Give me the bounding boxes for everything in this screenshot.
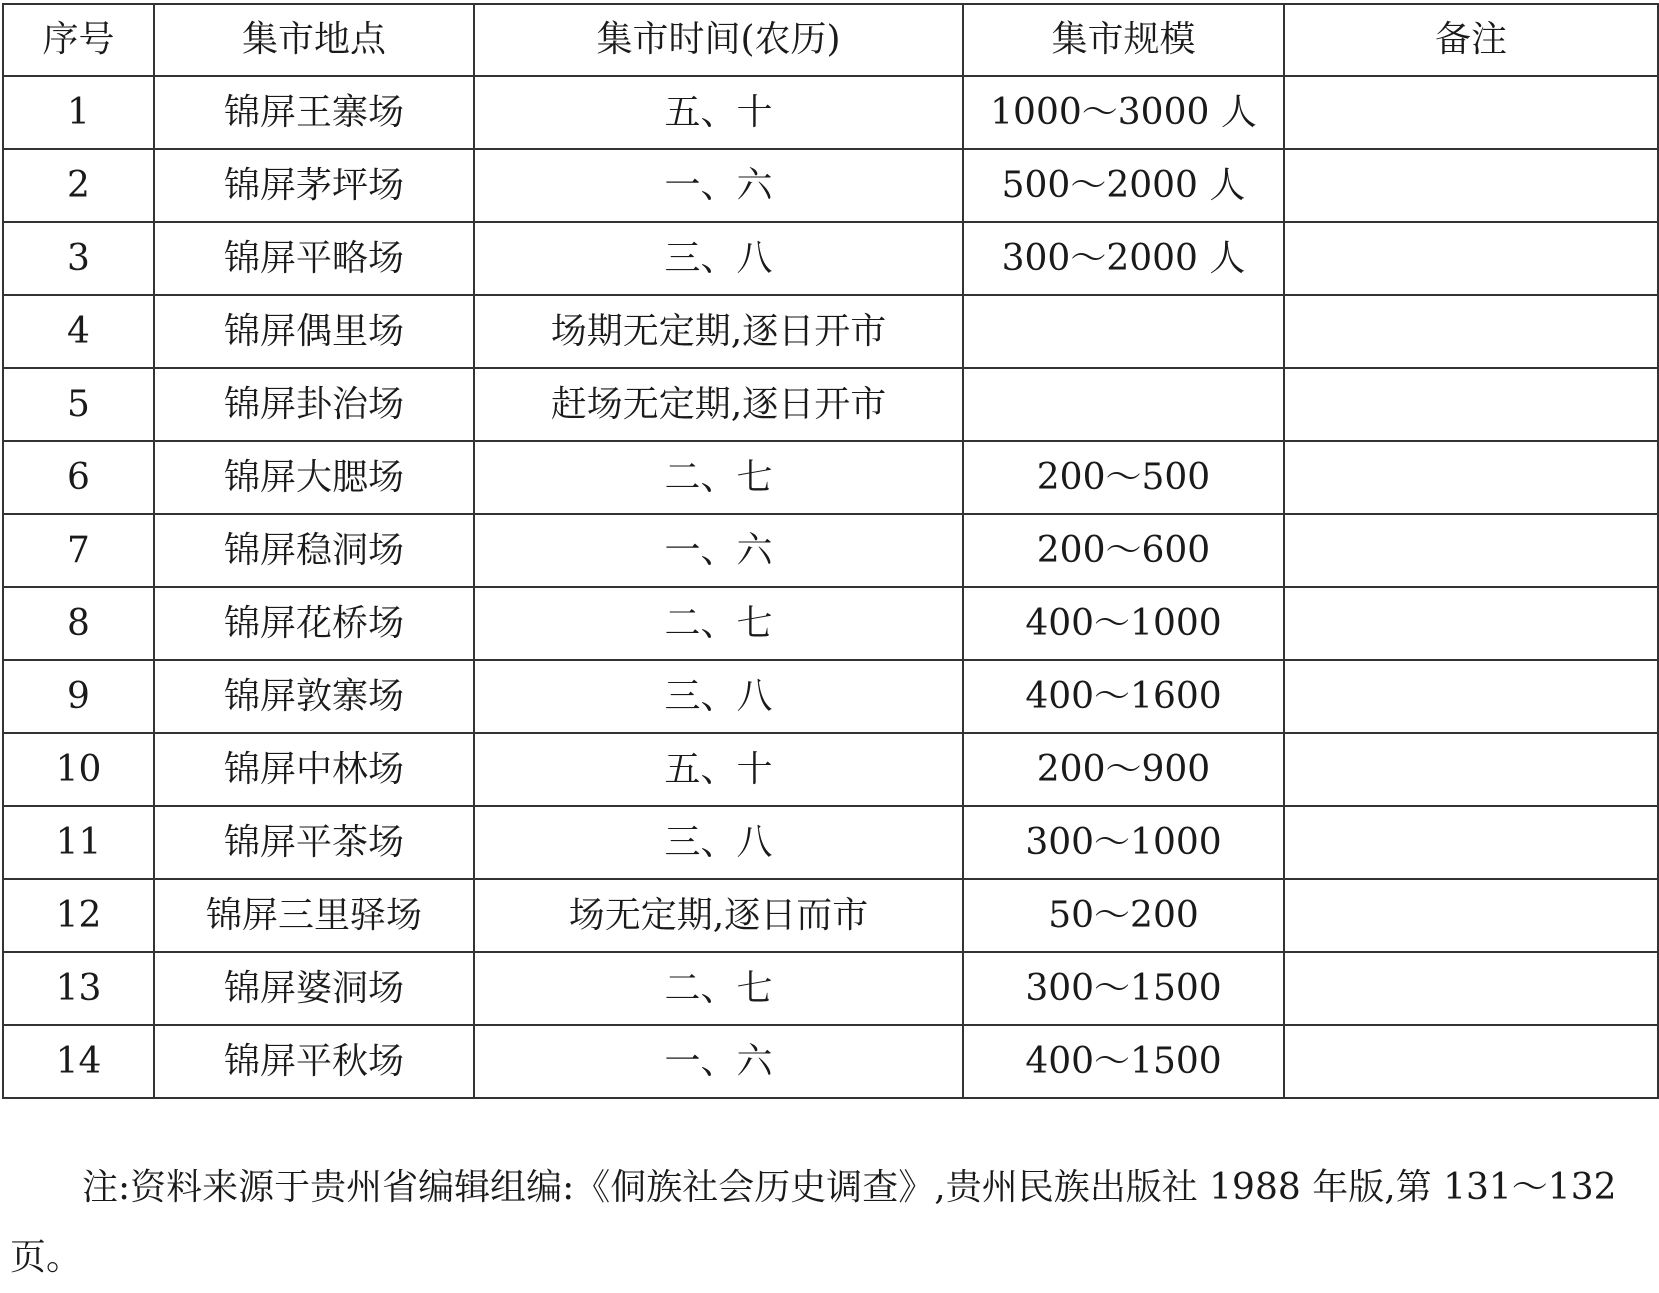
table-row <box>3 806 1658 879</box>
cell-time: 五、十 <box>474 733 963 806</box>
cell-location: 锦屏稳洞场 <box>154 514 474 587</box>
cell-index: 6 <box>3 441 154 514</box>
cell-location: 锦屏中林场 <box>154 733 474 806</box>
footnote-line-2: 页。 <box>10 1237 83 1278</box>
cell-scale: 50～200 <box>963 879 1284 952</box>
table-header-row <box>3 4 1658 76</box>
market-table-container <box>2 3 1657 1099</box>
cell-location: 锦屏三里驿场 <box>154 879 474 952</box>
cell-notes <box>1284 733 1658 806</box>
cell-time: 一、六 <box>474 149 963 222</box>
header-location: 集市地点 <box>154 4 474 76</box>
cell-scale: 300～2000 人 <box>963 222 1284 295</box>
cell-scale: 500～2000 人 <box>963 149 1284 222</box>
cell-scale: 200～600 <box>963 514 1284 587</box>
cell-time: 三、八 <box>474 222 963 295</box>
table-row <box>3 295 1658 368</box>
cell-location: 锦屏平茶场 <box>154 806 474 879</box>
cell-time: 一、六 <box>474 514 963 587</box>
table-row <box>3 952 1658 1025</box>
table-row <box>3 149 1658 222</box>
cell-notes <box>1284 441 1658 514</box>
cell-time: 赶场无定期,逐日开市 <box>474 368 963 441</box>
cell-index: 8 <box>3 587 154 660</box>
cell-scale: 400～1500 <box>963 1025 1284 1098</box>
cell-index: 5 <box>3 368 154 441</box>
cell-scale: 400～1600 <box>963 660 1284 733</box>
header-time: 集市时间(农历) <box>474 4 963 76</box>
cell-location: 锦屏偶里场 <box>154 295 474 368</box>
cell-notes <box>1284 76 1658 149</box>
table-row <box>3 660 1658 733</box>
cell-time: 一、六 <box>474 1025 963 1098</box>
cell-index: 14 <box>3 1025 154 1098</box>
cell-index: 1 <box>3 76 154 149</box>
table-row <box>3 368 1658 441</box>
cell-notes <box>1284 806 1658 879</box>
cell-time: 场无定期,逐日而市 <box>474 879 963 952</box>
cell-index: 9 <box>3 660 154 733</box>
cell-index: 10 <box>3 733 154 806</box>
cell-scale: 1000～3000 人 <box>963 76 1284 149</box>
cell-notes <box>1284 1025 1658 1098</box>
cell-location: 锦屏卦治场 <box>154 368 474 441</box>
cell-notes <box>1284 879 1658 952</box>
table-row <box>3 587 1658 660</box>
table-row <box>3 76 1658 149</box>
cell-location: 锦屏大腮场 <box>154 441 474 514</box>
cell-scale <box>963 368 1284 441</box>
cell-location: 锦屏婆洞场 <box>154 952 474 1025</box>
table-row <box>3 222 1658 295</box>
cell-notes <box>1284 660 1658 733</box>
table-row <box>3 733 1658 806</box>
cell-index: 3 <box>3 222 154 295</box>
header-notes: 备注 <box>1284 4 1658 76</box>
source-footnote <box>10 1153 1655 1293</box>
cell-notes <box>1284 368 1658 441</box>
header-scale: 集市规模 <box>963 4 1284 76</box>
cell-notes <box>1284 587 1658 660</box>
cell-scale <box>963 295 1284 368</box>
cell-location: 锦屏敦寨场 <box>154 660 474 733</box>
cell-index: 11 <box>3 806 154 879</box>
cell-location: 锦屏茅坪场 <box>154 149 474 222</box>
cell-time: 三、八 <box>474 806 963 879</box>
cell-time: 五、十 <box>474 76 963 149</box>
cell-time: 场期无定期,逐日开市 <box>474 295 963 368</box>
cell-scale: 200～900 <box>963 733 1284 806</box>
cell-index: 2 <box>3 149 154 222</box>
cell-time: 二、七 <box>474 441 963 514</box>
table-row <box>3 514 1658 587</box>
cell-index: 13 <box>3 952 154 1025</box>
cell-notes <box>1284 149 1658 222</box>
cell-notes <box>1284 952 1658 1025</box>
table-row <box>3 441 1658 514</box>
header-index: 序号 <box>3 4 154 76</box>
cell-scale: 300～1000 <box>963 806 1284 879</box>
cell-notes <box>1284 295 1658 368</box>
table-row <box>3 879 1658 952</box>
cell-notes <box>1284 514 1658 587</box>
cell-time: 三、八 <box>474 660 963 733</box>
cell-index: 7 <box>3 514 154 587</box>
footnote-line-1: 注:资料来源于贵州省编辑组编:《侗族社会历史调查》,贵州民族出版社 1988 年版,第 131～132 <box>82 1167 1617 1208</box>
cell-time: 二、七 <box>474 952 963 1025</box>
market-table <box>2 3 1659 1099</box>
table-row <box>3 1025 1658 1098</box>
cell-notes <box>1284 222 1658 295</box>
cell-location: 锦屏花桥场 <box>154 587 474 660</box>
cell-scale: 200～500 <box>963 441 1284 514</box>
cell-index: 12 <box>3 879 154 952</box>
cell-index: 4 <box>3 295 154 368</box>
cell-time: 二、七 <box>474 587 963 660</box>
cell-scale: 400～1000 <box>963 587 1284 660</box>
cell-location: 锦屏王寨场 <box>154 76 474 149</box>
cell-location: 锦屏平略场 <box>154 222 474 295</box>
cell-scale: 300～1500 <box>963 952 1284 1025</box>
cell-location: 锦屏平秋场 <box>154 1025 474 1098</box>
